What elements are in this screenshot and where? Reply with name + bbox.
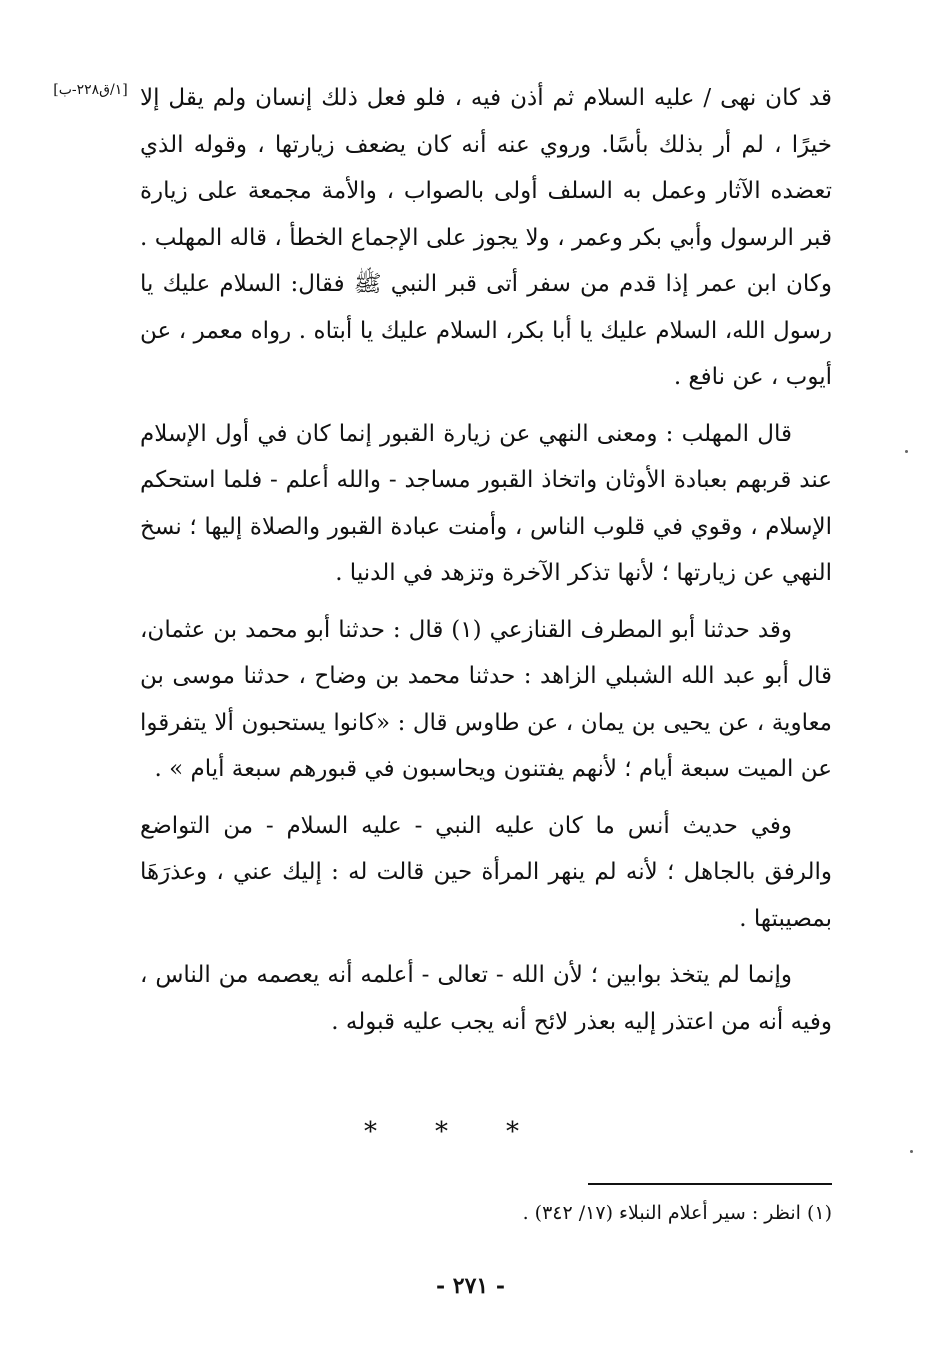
paragraph-2: قال المهلب : ومعنى النهي عن زيارة القبور إنما كان في أول الإسلام عند قربهم بعبادة الأوثان واتخاذ القبور مساجد - والله أعلم - فلما استحكم الإسلام ، وقوي في قلوب الناس ، وأمنت عبادة القبور والصلاة إليها ؛ نسخ النهي عن زيارتها ؛ لأنها تذكر الآخرة وتزهد في الدنيا . bbox=[140, 420, 832, 586]
footnote: (١) انظر : سير أعلام النبلاء (١٧/ ٣٤٢) . bbox=[522, 1202, 832, 1224]
section-separator bbox=[0, 1117, 941, 1147]
paragraph-3: وقد حدثنا أبو المطرف القنازعي (١) قال : حدثنا أبو محمد بن عثمان، قال أبو عبد الله الشبلي الزاهد : حدثنا محمد بن وضاح ، حدثنا موسى بن معاوية ، عن يحيى بن يمان ، عن طاوس قال : «كانوا يستحبون ألا يتفرقوا عن الميت سبعة أيام ؛ لأنهم يفتنون ويحاسبون في قبورهم سبعة أيام » . bbox=[140, 616, 832, 782]
separator-star: * bbox=[435, 1117, 506, 1147]
manuscript-folio-reference: [١/ق٢٢٨-ب] bbox=[53, 82, 128, 98]
main-body-text bbox=[140, 75, 832, 1045]
scan-speck bbox=[910, 1150, 913, 1153]
separator-star: * bbox=[506, 1117, 577, 1147]
footnote-divider bbox=[588, 1183, 832, 1185]
separator-star: * bbox=[364, 1117, 435, 1147]
page-number: - ٢٧١ - bbox=[435, 1273, 506, 1299]
paragraph-4: وفي حديث أنس ما كان عليه النبي - عليه السلام - من التواضع والرفق بالجاهل ؛ لأنه لم ينهر المرأة حين قالت له : إليك عني ، وعذرَهَا بمصيبتها . bbox=[140, 812, 832, 932]
scan-speck bbox=[905, 450, 908, 453]
paragraph-1: قد كان نهى / عليه السلام ثم أذن فيه ، فلو فعل ذلك إنسان ولم يقل إلا خيرًا ، لم أر بذلك بأسًا. وروي عنه أنه كان يضعف زيارتها ، وقوله الذي تعضده الآثار وعمل به السلف أولى بالصواب ، والأمة مجمعة على زيارة قبر الرسول وأبي بكر وعمر ، ولا يجوز على الإجماع الخطأ ، قاله المهلب . وكان ابن عمر إذا قدم من سفر أتى قبر النبي ﷺ فقال: السلام عليك يا رسول الله، السلام عليك يا أبا بكر، السلام عليك يا أبتاه . رواه معمر ، عن أيوب ، عن نافع . bbox=[140, 85, 832, 390]
paragraph-5: وإنما لم يتخذ بوابين ؛ لأن الله - تعالى - أعلمه أنه يعصمه من الناس ، وفيه أنه من اعتذر إليه بعذر لائح أنه يجب عليه قبوله . bbox=[140, 962, 832, 1035]
